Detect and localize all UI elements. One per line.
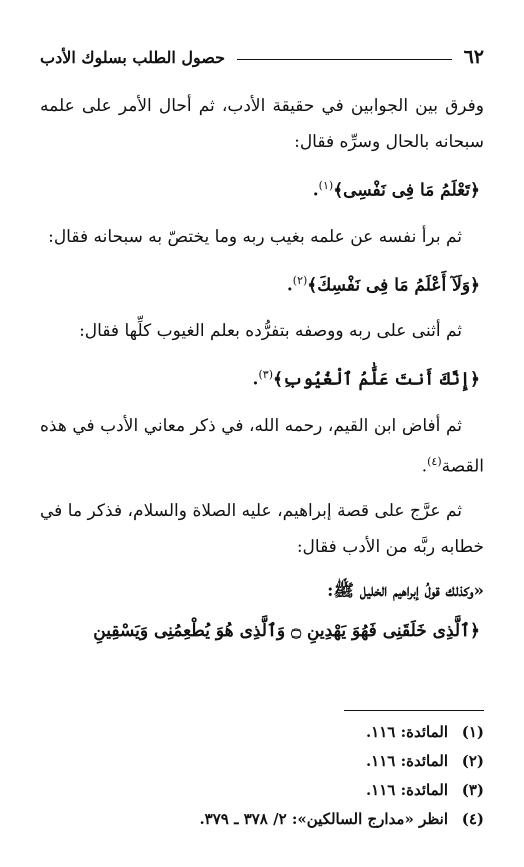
paragraph-text: ثم أفاض ابن القيم، رحمه الله، في ذكر معاني الأدب في هذه القصة (40, 415, 484, 477)
footnote-number: (٣) (461, 781, 484, 799)
footnotes (40, 718, 484, 834)
quran-verse: ﴿إِنَّكَ أَنتَ عَلَّٰمُ ٱلْغُيُوبِ﴾$^{(٣)}$. (252, 368, 480, 390)
paragraph: ثم أفاض ابن القيم، رحمه الله، في ذكر معاني الأدب في هذه القصة$^{(٤)}$. (40, 415, 484, 477)
footnote-text: المائدة: ١١٦. (365, 752, 448, 770)
footnote-rule (344, 710, 484, 711)
footnote-number: (١) (461, 723, 484, 741)
verse-text: ﴿إِنَّكَ أَنتَ عَلَّٰمُ ٱلْغُيُوبِ﴾ (272, 369, 480, 390)
footnote-number: (٢) (461, 752, 484, 770)
footnote-ref: (٣) (258, 368, 273, 382)
header-rule (237, 59, 452, 60)
footnote (40, 805, 484, 834)
page-number: ٦٢ (463, 46, 484, 68)
verse-text: ﴿ٱلَّذِى خَلَقَنِى فَهُوَ يَهْدِينِ ۝ وَٱلَّذِى هُوَ يُطْعِمُنِى وَيَسْقِينِ (93, 620, 480, 641)
quote-intro: «وكذلك قولُ إبراهيم الخليل ﷺ: (327, 580, 484, 601)
footnote (40, 718, 484, 747)
footnote-text: انظر «مدارج السالكين»: ٢/ ٣٧٨ ـ ٣٧٩. (199, 810, 448, 828)
paragraph: ثم عرَّج على قصة إبراهيم، عليه الصلاة والسلام، فذكر ما في خطابه ربَّه من الأدب فقال: (40, 500, 484, 557)
footnote-text: المائدة: ١١٦. (365, 723, 448, 741)
running-title: حصول الطلب بسلوك الأدب (40, 47, 226, 67)
paragraph: ثم أثنى على ربه ووصفه بتفرُّده بعلم الغيوب كلِّها فقال: (79, 321, 462, 342)
verse-text: ﴿وَلَآ أَعْلَمُ مَا فِى نَفْسِكَ﴾ (307, 275, 480, 296)
footnote-number: (٤) (461, 810, 484, 828)
body-text (40, 88, 484, 659)
quran-verse: ﴿وَلَآ أَعْلَمُ مَا فِى نَفْسِكَ﴾$^{(٢)}$. (286, 273, 480, 296)
verse-text: ﴿تَعْلَمُ مَا فِى نَفْسِى﴾ (333, 180, 480, 201)
footnote-ref: (٢) (292, 273, 308, 287)
quran-verse (40, 613, 484, 649)
quran-verse: ﴿تَعْلَمُ مَا فِى نَفْسِى﴾$^{(١)}$. (312, 179, 480, 201)
paragraph: وفرق بين الجوابين في حقيقة الأدب، ثم أحال الأمر على علمه سبحانه بالحال وسرِّه فقال: (40, 96, 484, 152)
footnote-ref: (١) (318, 179, 334, 192)
footnote-ref: (٤) (427, 454, 442, 468)
paragraph: ثم برأ نفسه عن علمه بغيب ربه وما يختصّ به سبحانه فقال: (48, 226, 462, 247)
footnote-text: المائدة: ١١٦. (365, 781, 448, 799)
page-header (40, 44, 484, 70)
footnote (40, 776, 484, 805)
footnote (40, 747, 484, 776)
